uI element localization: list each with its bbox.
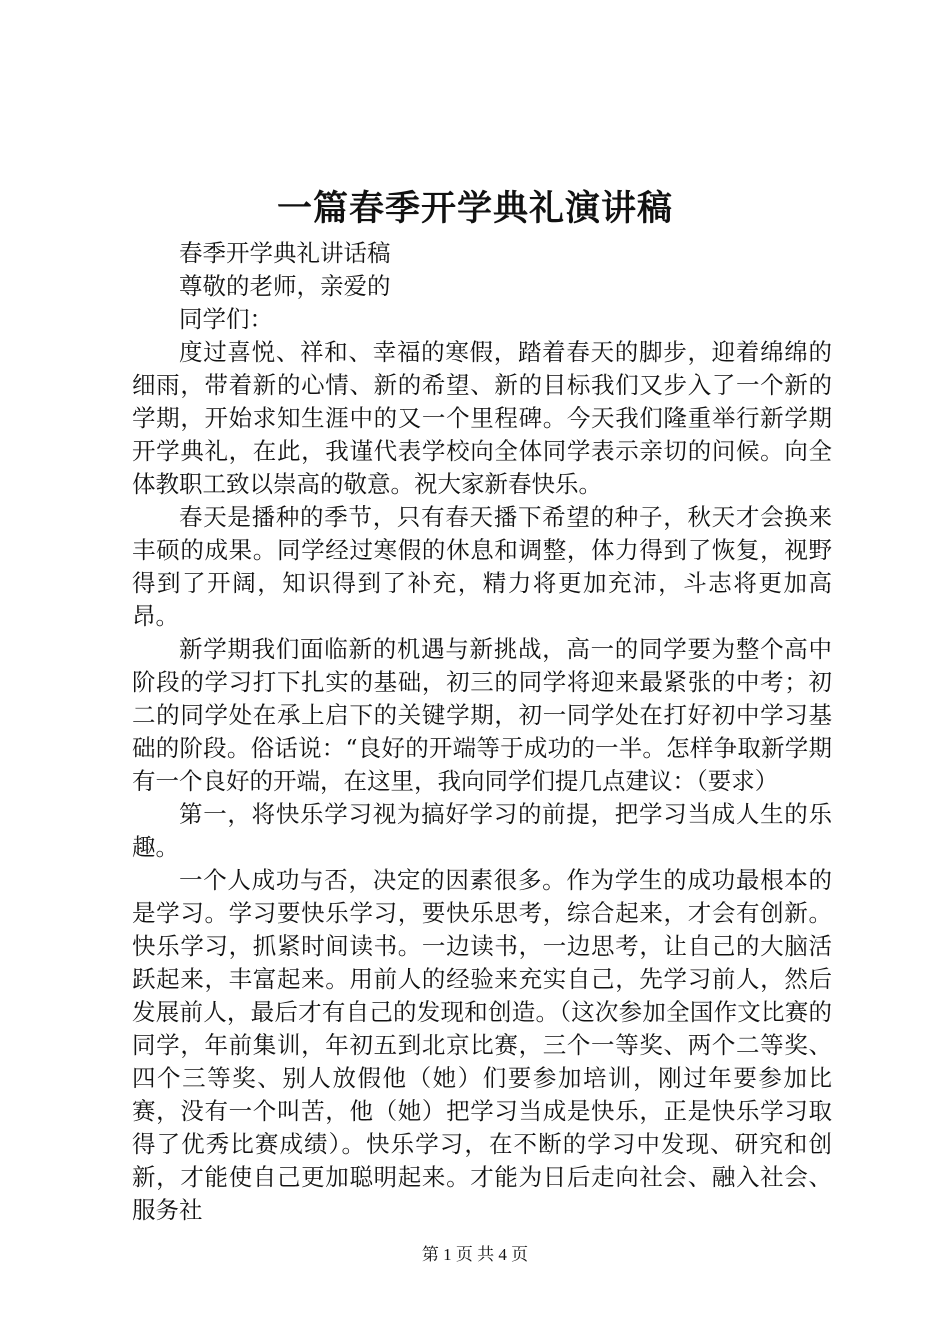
paragraph-salutation-cont: 同学们： [179, 305, 273, 333]
paragraph: 春天是播种的季节，只有春天播下希望的种子，秋天才会换来丰硕的成果。同学经过寒假的休息和调整，体力得到了恢复，视野得到了开阔，知识得到了补充，精力将更加充沛，斗志将更加高昂。 [132, 503, 832, 630]
paragraph-salutation: 尊敬的老师，亲爱的 [179, 272, 391, 300]
paragraph: 一个人成功与否，决定的因素很多。作为学生的成功最根本的是学习。学习要快乐学习，要快乐思考，综合起来，才会有创新。快乐学习，抓紧时间读书。一边读书，一边思考，让自己的大脑活跃起来，丰富起来。用前人的经验来充实自己，先学习前人，然后发展前人，最后才有自己的发现和创造。（这次参加全国作文比赛的同学，年前集训，年初五到北京比赛，三个一等奖、两个二等奖、四个三等奖、别人放假他（她）们要参加培训，刚过年要参加比赛，没有一个叫苦，他（她）把学习当成是快乐，正是快乐学习取得了优秀比赛成绩）。快乐学习，在不断的学习中发现、研究和创新，才能使自己更加聪明起来。才能为日后走向社会、融入社会、服务社 [132, 866, 832, 1224]
page-footer: 第 1 页 共 4 页 [421, 1245, 529, 1264]
paragraph: 第一，将快乐学习视为搞好学习的前提，把学习当成人生的乐趣。 [132, 800, 832, 861]
document-body [132, 237, 832, 1227]
document-title: 一篇春季开学典礼演讲稿 [276, 188, 673, 229]
paragraph: 新学期我们面临新的机遇与新挑战，高一的同学要为整个高中阶段的学习打下扎实的基础，初三的同学将迎来最紧张的中考；初二的同学处在承上启下的关键学期，初一同学处在打好初中学习基础的阶段。俗话说：“良好的开端等于成功的一半。怎样争取新学期有一个良好的开端，在这里，我向同学们提几点建议：（要求） [132, 635, 832, 795]
paragraph: 度过喜悦、祥和、幸福的寒假，踏着春天的脚步，迎着绵绵的细雨，带着新的心情、新的希望、新的目标我们又步入了一个新的学期，开始求知生涯中的又一个里程碑。今天我们隆重举行新学期开学典礼，在此，我谨代表学校向全体同学表示亲切的问候。向全体教职工致以崇高的敬意。祝大家新春快乐。 [132, 338, 832, 498]
paragraph-subtitle: 春季开学典礼讲话稿 [179, 239, 391, 267]
